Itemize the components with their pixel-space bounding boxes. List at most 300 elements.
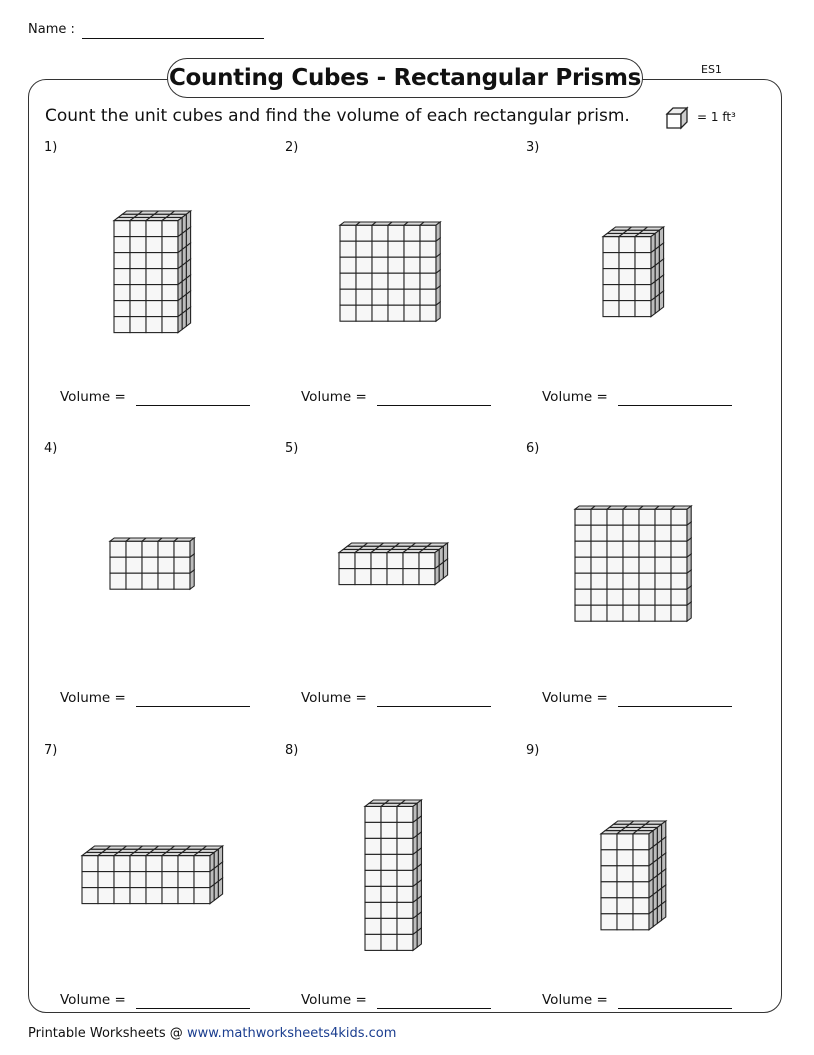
cube-front-face [194, 888, 210, 904]
cube-front-face [655, 525, 671, 541]
cube-front-face [388, 289, 404, 305]
cube-front-face [146, 221, 162, 237]
cube-front-face [110, 541, 126, 557]
cube-side-face [190, 570, 194, 589]
prism-4 [108, 536, 196, 595]
prism-figure [601, 225, 666, 319]
cube-front-face [162, 301, 178, 317]
cube-front-face [397, 838, 413, 854]
cube-front-face [635, 253, 651, 269]
cube-front-face [162, 237, 178, 253]
cube-front-face [130, 888, 146, 904]
cube-front-face [601, 850, 617, 866]
footer-link[interactable]: www.mathworksheets4kids.com [186, 1026, 397, 1041]
cube-front-face [591, 573, 607, 589]
name-field[interactable] [82, 38, 264, 39]
cube-front-face [639, 525, 655, 541]
cube-front-face [601, 866, 617, 882]
cube-front-face [114, 237, 130, 253]
cube-front-face [591, 541, 607, 557]
cube-side-face [413, 931, 417, 950]
prism-figure [337, 541, 450, 587]
cube-front-face [607, 557, 623, 573]
cube-front-face [381, 854, 397, 870]
volume-label: Volume = [60, 389, 126, 405]
cube-front-face [387, 569, 403, 585]
cube-front-face [397, 918, 413, 934]
cube-front-face [619, 253, 635, 269]
cube-side-face [435, 565, 439, 584]
cube-side-face [657, 904, 661, 923]
cube-front-face [591, 605, 607, 621]
cube-front-face [339, 553, 355, 569]
cube-front-face [130, 221, 146, 237]
cube-front-face [339, 569, 355, 585]
cube-side-face [662, 901, 666, 920]
cube-front-face [372, 305, 388, 321]
cube-front-face [194, 872, 210, 888]
cube-side-face [214, 881, 218, 900]
cube-front-face [671, 605, 687, 621]
cube-front-face [671, 509, 687, 525]
cube-front-face [98, 856, 114, 872]
cube-front-face [114, 888, 130, 904]
cube-front-face [397, 854, 413, 870]
cube-front-face [601, 882, 617, 898]
unit-legend-text: = 1 ft³ [697, 110, 736, 124]
cube-side-face [439, 562, 443, 581]
volume-answer-field[interactable] [377, 1008, 491, 1009]
cube-front-face [404, 289, 420, 305]
cube-front-face [617, 898, 633, 914]
cube-front-face [194, 856, 210, 872]
cube-front-face [356, 225, 372, 241]
problem-number: 3) [526, 140, 540, 155]
footer [28, 1026, 396, 1041]
cube-front-face [158, 557, 174, 573]
cube-front-face [404, 305, 420, 321]
cube-front-face [130, 301, 146, 317]
cube-front-face [381, 918, 397, 934]
volume-answer-field[interactable] [618, 1008, 732, 1009]
cube-front-face [575, 509, 591, 525]
cube-front-face [617, 914, 633, 930]
cube-front-face [146, 856, 162, 872]
cube-front-face [146, 317, 162, 333]
cube-front-face [635, 301, 651, 317]
cube-front-face [603, 253, 619, 269]
cube-front-face [130, 237, 146, 253]
cube-front-face [340, 241, 356, 257]
cube-front-face [419, 569, 435, 585]
cube-front-face [623, 573, 639, 589]
cube-front-face [114, 856, 130, 872]
volume-label: Volume = [60, 992, 126, 1008]
cube-front-face [601, 898, 617, 914]
cube-front-face [158, 541, 174, 557]
cube-front-face [126, 557, 142, 573]
cube-front-face [178, 888, 194, 904]
cube-front-face [388, 273, 404, 289]
cube-front-face [146, 301, 162, 317]
cube-front-face [397, 934, 413, 950]
cube-side-face [443, 559, 447, 578]
cube-front-face [603, 285, 619, 301]
cube-front-face [162, 221, 178, 237]
cube-front-face [114, 301, 130, 317]
cube-front-face [130, 872, 146, 888]
cube-side-face [436, 302, 440, 321]
cube-front-face [365, 838, 381, 854]
cube-front-face [174, 557, 190, 573]
cube-front-face [146, 269, 162, 285]
problem-number: 6) [526, 441, 540, 456]
problem-number: 7) [44, 743, 58, 758]
cube-front-face [142, 541, 158, 557]
cube-front-face [356, 289, 372, 305]
volume-answer-field[interactable] [618, 706, 732, 707]
cube-front-face [601, 834, 617, 850]
cube-front-face [591, 525, 607, 541]
cube-front-face [340, 273, 356, 289]
cube-front-face [130, 269, 146, 285]
cube-side-face [655, 294, 659, 313]
cube-front-face [420, 225, 436, 241]
prism-figure [338, 220, 442, 323]
cube-front-face [356, 241, 372, 257]
prism-5 [337, 541, 450, 591]
volume-answer-field[interactable] [136, 1008, 250, 1009]
cube-front-face [130, 317, 146, 333]
cube-front-face [655, 605, 671, 621]
cube-front-face [591, 557, 607, 573]
cube-front-face [114, 285, 130, 301]
cube-front-face [178, 856, 194, 872]
cube-front-face [162, 317, 178, 333]
volume-answer-field[interactable] [377, 405, 491, 406]
cube-front-face [372, 289, 388, 305]
cube-front-face [404, 273, 420, 289]
cube-front-face [356, 273, 372, 289]
cube-front-face [114, 317, 130, 333]
cube-front-face [639, 557, 655, 573]
unit-cube-icon [665, 106, 691, 130]
cube-front-face [130, 253, 146, 269]
cube-front-face [607, 541, 623, 557]
volume-answer-field[interactable] [136, 706, 250, 707]
cube-front-face [142, 557, 158, 573]
cube-front-face [655, 557, 671, 573]
cube-front-face [617, 850, 633, 866]
cube-front-face [419, 553, 435, 569]
cube-front-face [355, 569, 371, 585]
cube-front-face [356, 257, 372, 273]
cube-side-face [649, 911, 653, 930]
cube-front-face [397, 870, 413, 886]
cube-front-face [591, 589, 607, 605]
cube-front-face [635, 237, 651, 253]
cube-front-face [371, 553, 387, 569]
prism-7 [80, 844, 225, 910]
cube-front-face [633, 898, 649, 914]
cube-front-face [619, 301, 635, 317]
cube-front-face [575, 541, 591, 557]
cube-front-face [162, 856, 178, 872]
prism-6 [573, 504, 693, 627]
cube-front-face [639, 589, 655, 605]
cube-side-face [186, 307, 190, 326]
footer-prefix: Printable Worksheets @ [28, 1026, 187, 1041]
cube-front-face [623, 509, 639, 525]
cube-front-face [633, 850, 649, 866]
cube-front-face [340, 257, 356, 273]
cube-front-face [397, 886, 413, 902]
cube-front-face [397, 806, 413, 822]
problem-number: 2) [285, 140, 299, 155]
cube-front-face [114, 221, 130, 237]
cube-front-face [671, 541, 687, 557]
prism-figure [112, 209, 193, 335]
cube-front-face [340, 289, 356, 305]
cube-front-face [178, 872, 194, 888]
cube-front-face [617, 834, 633, 850]
cube-front-face [623, 605, 639, 621]
cube-front-face [372, 225, 388, 241]
cube-front-face [98, 888, 114, 904]
prism-1 [112, 209, 193, 339]
cube-front-face [639, 541, 655, 557]
cube-front-face [575, 557, 591, 573]
cube-front-face [404, 241, 420, 257]
cube-front-face [174, 573, 190, 589]
cube-front-face [575, 525, 591, 541]
cube-front-face [671, 589, 687, 605]
cube-side-face [182, 310, 186, 329]
cube-front-face [388, 241, 404, 257]
cube-front-face [619, 285, 635, 301]
instructions: Count the unit cubes and find the volume of each rectangular prism. [45, 106, 630, 126]
cube-front-face [372, 241, 388, 257]
cube-front-face [365, 870, 381, 886]
cube-front-face [146, 888, 162, 904]
cube-front-face [420, 273, 436, 289]
cube-front-face [381, 838, 397, 854]
cube-front-face [639, 605, 655, 621]
cube-side-face [651, 297, 655, 316]
volume-label: Volume = [301, 992, 367, 1008]
cube-front-face [146, 872, 162, 888]
cube-front-face [387, 553, 403, 569]
cube-side-face [653, 907, 657, 926]
name-label: Name : [28, 22, 75, 37]
prism-figure [80, 844, 225, 906]
cube-front-face [162, 285, 178, 301]
cube-front-face [340, 305, 356, 321]
cube-front-face [114, 253, 130, 269]
cube-front-face [607, 605, 623, 621]
cube-front-face [381, 806, 397, 822]
cube-front-face [607, 589, 623, 605]
cube-front-face [623, 589, 639, 605]
cube-front-face [633, 834, 649, 850]
problem-number: 1) [44, 140, 58, 155]
cube-front-face [126, 541, 142, 557]
cube-front-face [655, 541, 671, 557]
cube-front-face [130, 856, 146, 872]
cube-side-face [218, 878, 222, 897]
cube-side-face [659, 291, 663, 310]
prism-figure [363, 798, 423, 952]
cube-front-face [639, 573, 655, 589]
cube-front-face [601, 914, 617, 930]
cube-front-face [403, 569, 419, 585]
cube-front-face [365, 918, 381, 934]
cube-front-face [82, 856, 98, 872]
cube-front-face [619, 237, 635, 253]
cube-front-face [110, 557, 126, 573]
cube-front-face [82, 872, 98, 888]
cube-front-face [162, 269, 178, 285]
cube-front-face [635, 285, 651, 301]
cube-front-face [671, 557, 687, 573]
cube-front-face [635, 269, 651, 285]
problem-number: 8) [285, 743, 299, 758]
cube-front-face [110, 573, 126, 589]
cube-front-face [340, 225, 356, 241]
cube-front-face [639, 509, 655, 525]
prism-figure [108, 536, 196, 591]
cube-front-face [633, 866, 649, 882]
cube-front-face [575, 589, 591, 605]
cube-front-face [388, 257, 404, 273]
cube-side-face [178, 313, 182, 332]
cube-front-face [355, 553, 371, 569]
cube-front-face [162, 888, 178, 904]
volume-label: Volume = [542, 389, 608, 405]
problem-number: 4) [44, 441, 58, 456]
cube-front-face [146, 237, 162, 253]
volume-label: Volume = [301, 690, 367, 706]
cube-side-face [210, 884, 214, 903]
cube-front-face [365, 806, 381, 822]
problem-number: 5) [285, 441, 299, 456]
cube-front-face [98, 872, 114, 888]
cube-front-face [575, 605, 591, 621]
cube-front-face [126, 573, 142, 589]
cube-front-face [365, 934, 381, 950]
worksheet-code: ES1 [701, 63, 722, 76]
volume-label: Volume = [60, 690, 126, 706]
cube-front-face [671, 573, 687, 589]
cube-front-face [420, 289, 436, 305]
cube-front-face [146, 253, 162, 269]
cube-side-face [417, 928, 421, 947]
volume-answer-field[interactable] [377, 706, 491, 707]
cube-front-face [671, 525, 687, 541]
cube-front-face [591, 509, 607, 525]
cube-front-face [381, 902, 397, 918]
cube-front-face [633, 914, 649, 930]
prism-8 [363, 798, 423, 956]
cube-front-face [381, 870, 397, 886]
prism-2 [338, 220, 442, 327]
cube-front-face [388, 305, 404, 321]
cube-front-face [603, 237, 619, 253]
cube-front-face [146, 285, 162, 301]
cube-front-face [607, 525, 623, 541]
cube-front-face [619, 269, 635, 285]
cube-front-face [655, 589, 671, 605]
cube-front-face [388, 225, 404, 241]
cube-front-face [158, 573, 174, 589]
cube-front-face [356, 305, 372, 321]
cube-front-face [420, 241, 436, 257]
cube-front-face [371, 569, 387, 585]
cube-front-face [372, 257, 388, 273]
cube-front-face [607, 509, 623, 525]
cube-front-face [162, 872, 178, 888]
cube-front-face [617, 866, 633, 882]
cube-front-face [114, 872, 130, 888]
cube-front-face [174, 541, 190, 557]
cube-front-face [365, 886, 381, 902]
cube-front-face [397, 822, 413, 838]
cube-front-face [420, 257, 436, 273]
cube-front-face [397, 902, 413, 918]
cube-front-face [575, 573, 591, 589]
cube-front-face [365, 822, 381, 838]
cube-front-face [623, 525, 639, 541]
cube-front-face [381, 934, 397, 950]
cube-front-face [623, 557, 639, 573]
cube-front-face [114, 269, 130, 285]
cube-front-face [381, 822, 397, 838]
problem-number: 9) [526, 743, 540, 758]
cube-front-face [404, 257, 420, 273]
volume-label: Volume = [301, 389, 367, 405]
cube-front-face [403, 553, 419, 569]
volume-answer-field[interactable] [618, 405, 732, 406]
cube-front-face [130, 285, 146, 301]
cube-front-face [365, 902, 381, 918]
worksheet-title: Counting Cubes - Rectangular Prisms [167, 58, 643, 98]
volume-label: Volume = [542, 690, 608, 706]
cube-side-face [687, 602, 691, 621]
cube-front-face [623, 541, 639, 557]
prism-figure [599, 819, 668, 932]
cube-front-face [365, 854, 381, 870]
cube-front-face [381, 886, 397, 902]
cube-front-face [372, 273, 388, 289]
cube-front-face [655, 573, 671, 589]
cube-front-face [603, 269, 619, 285]
prism-9 [599, 819, 668, 936]
cube-front-face [655, 509, 671, 525]
prism-figure [573, 504, 693, 623]
volume-answer-field[interactable] [136, 405, 250, 406]
cube-front-face [420, 305, 436, 321]
cube-front-face [142, 573, 158, 589]
cube-front-face [404, 225, 420, 241]
cube-front-face [82, 888, 98, 904]
volume-label: Volume = [542, 992, 608, 1008]
cube-front-face [633, 882, 649, 898]
cube-front-face [617, 882, 633, 898]
cube-front-face [603, 301, 619, 317]
cube-front-face [607, 573, 623, 589]
cube-front-face [162, 253, 178, 269]
prism-3 [601, 225, 666, 323]
